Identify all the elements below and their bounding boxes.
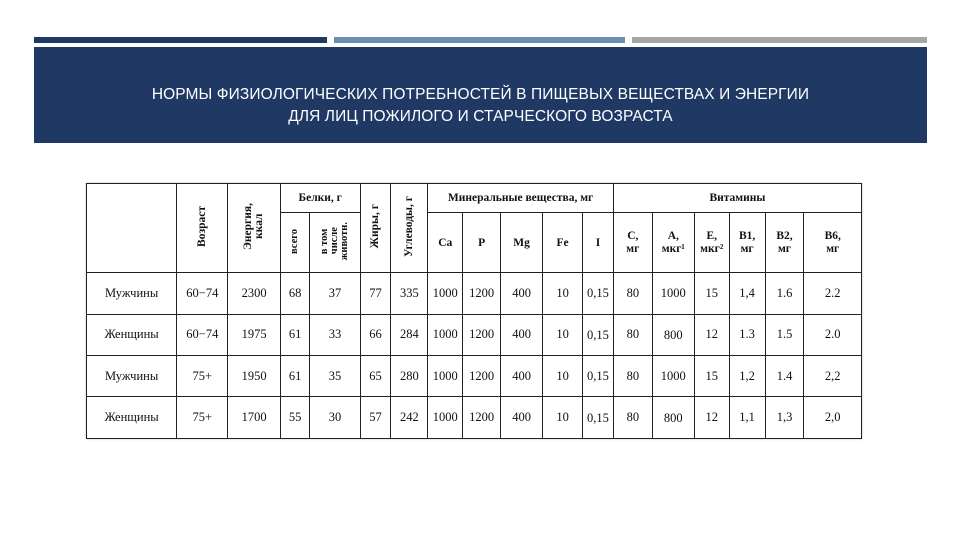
cell-energy: 2300: [228, 273, 280, 314]
nutrition-norms-table: [86, 183, 862, 439]
row-group: Женщины: [87, 314, 177, 355]
row-group: Мужчины: [87, 273, 177, 314]
cell-protein-animal: 30: [310, 397, 360, 439]
header-i: I: [583, 213, 614, 273]
cell-i: 0,15: [583, 314, 614, 355]
cell-vit-b6: 2,0: [804, 397, 862, 439]
header-vit-a: А, мкг¹: [652, 213, 694, 273]
cell-mg: 400: [501, 356, 543, 397]
cell-fats: 57: [360, 397, 391, 439]
cell-energy: 1950: [228, 356, 280, 397]
cell-fats: 65: [360, 356, 391, 397]
header-proteins: Белки, г: [280, 184, 360, 213]
slide-title-line-2: ДЛЯ ЛИЦ ПОЖИЛОГО И СТАРЧЕСКОГО ВОЗРАСТА: [288, 108, 673, 125]
cell-ca: 1000: [428, 314, 463, 355]
cell-mg: 400: [501, 397, 543, 439]
cell-vit-b2: 1,3: [765, 397, 804, 439]
accent-bar-dark: [34, 37, 327, 43]
header-p: P: [463, 213, 501, 273]
header-ca: Ca: [428, 213, 463, 273]
cell-vit-b1: 1,1: [729, 397, 765, 439]
accent-bar-light: [334, 37, 625, 43]
header-minerals: Минеральные вещества, мг: [428, 184, 614, 213]
header-vit-b1: В1, мг: [729, 213, 765, 273]
cell-fe: 10: [543, 314, 583, 355]
cell-vit-b2: 1.5: [765, 314, 804, 355]
cell-vit-a: 800: [652, 314, 694, 355]
cell-mg: 400: [501, 314, 543, 355]
row-group: Женщины: [87, 397, 177, 439]
row-group: Мужчины: [87, 356, 177, 397]
table-row: [87, 397, 862, 439]
table-row: [87, 356, 862, 397]
cell-vit-c: 80: [613, 356, 652, 397]
cell-vit-c: 80: [613, 273, 652, 314]
header-vit-e: Е, мкг²: [694, 213, 729, 273]
cell-ca: 1000: [428, 356, 463, 397]
cell-protein-total: 61: [280, 314, 310, 355]
header-proteins-animal: в том числе животн.: [310, 213, 360, 273]
cell-fats: 77: [360, 273, 391, 314]
table-row: [87, 273, 862, 314]
cell-vit-b6: 2.0: [804, 314, 862, 355]
cell-i: 0,15: [583, 356, 614, 397]
cell-mg: 400: [501, 273, 543, 314]
header-group-blank: [87, 184, 177, 273]
header-vitamins: Витамины: [613, 184, 861, 213]
cell-protein-total: 68: [280, 273, 310, 314]
cell-energy: 1975: [228, 314, 280, 355]
header-age: Возраст: [177, 184, 228, 273]
cell-fats: 66: [360, 314, 391, 355]
cell-age: 75+: [177, 356, 228, 397]
cell-fe: 10: [543, 273, 583, 314]
cell-carbs: 280: [391, 356, 428, 397]
cell-vit-b1: 1,2: [729, 356, 765, 397]
cell-age: 60−74: [177, 314, 228, 355]
table-row: [87, 314, 862, 355]
norms-table: [86, 183, 862, 439]
cell-vit-c: 80: [613, 314, 652, 355]
header-proteins-total: всего: [280, 213, 310, 273]
cell-age: 75+: [177, 397, 228, 439]
header-mg: Mg: [501, 213, 543, 273]
cell-vit-b2: 1.4: [765, 356, 804, 397]
header-fats: Жиры, г: [360, 184, 391, 273]
cell-p: 1200: [463, 397, 501, 439]
slide-title: [34, 84, 927, 128]
cell-ca: 1000: [428, 273, 463, 314]
cell-vit-a: 800: [652, 397, 694, 439]
cell-protein-total: 55: [280, 397, 310, 439]
cell-p: 1200: [463, 273, 501, 314]
cell-vit-b2: 1.6: [765, 273, 804, 314]
accent-bar-gray: [632, 37, 927, 43]
cell-vit-b1: 1,4: [729, 273, 765, 314]
cell-fe: 10: [543, 356, 583, 397]
header-vit-c: С, мг: [613, 213, 652, 273]
slide-title-line-1: НОРМЫ ФИЗИОЛОГИЧЕСКИХ ПОТРЕБНОСТЕЙ В ПИЩЕВЫХ ВЕЩЕСТВАХ И ЭНЕРГИИ: [151, 86, 810, 103]
cell-protein-animal: 35: [310, 356, 360, 397]
cell-p: 1200: [463, 314, 501, 355]
cell-vit-b1: 1.3: [729, 314, 765, 355]
header-vit-b2: В2, мг: [765, 213, 804, 273]
header-fe: Fe: [543, 213, 583, 273]
cell-i: 0,15: [583, 397, 614, 439]
header-vit-b6: В6, мг: [804, 213, 862, 273]
cell-ca: 1000: [428, 397, 463, 439]
cell-vit-a: 1000: [652, 273, 694, 314]
cell-vit-c: 80: [613, 397, 652, 439]
cell-p: 1200: [463, 356, 501, 397]
cell-carbs: 335: [391, 273, 428, 314]
cell-vit-e: 15: [694, 273, 729, 314]
cell-i: 0,15: [583, 273, 614, 314]
cell-vit-e: 12: [694, 397, 729, 439]
cell-protein-animal: 37: [310, 273, 360, 314]
cell-vit-e: 12: [694, 314, 729, 355]
cell-energy: 1700: [228, 397, 280, 439]
cell-vit-a: 1000: [652, 356, 694, 397]
cell-fe: 10: [543, 397, 583, 439]
cell-carbs: 284: [391, 314, 428, 355]
cell-vit-b6: 2.2: [804, 273, 862, 314]
header-carbs: Углеводы, г: [391, 184, 428, 273]
header-energy: Энергия, ккал: [228, 184, 280, 273]
cell-vit-b6: 2,2: [804, 356, 862, 397]
cell-protein-total: 61: [280, 356, 310, 397]
cell-age: 60−74: [177, 273, 228, 314]
cell-protein-animal: 33: [310, 314, 360, 355]
cell-carbs: 242: [391, 397, 428, 439]
cell-vit-e: 15: [694, 356, 729, 397]
